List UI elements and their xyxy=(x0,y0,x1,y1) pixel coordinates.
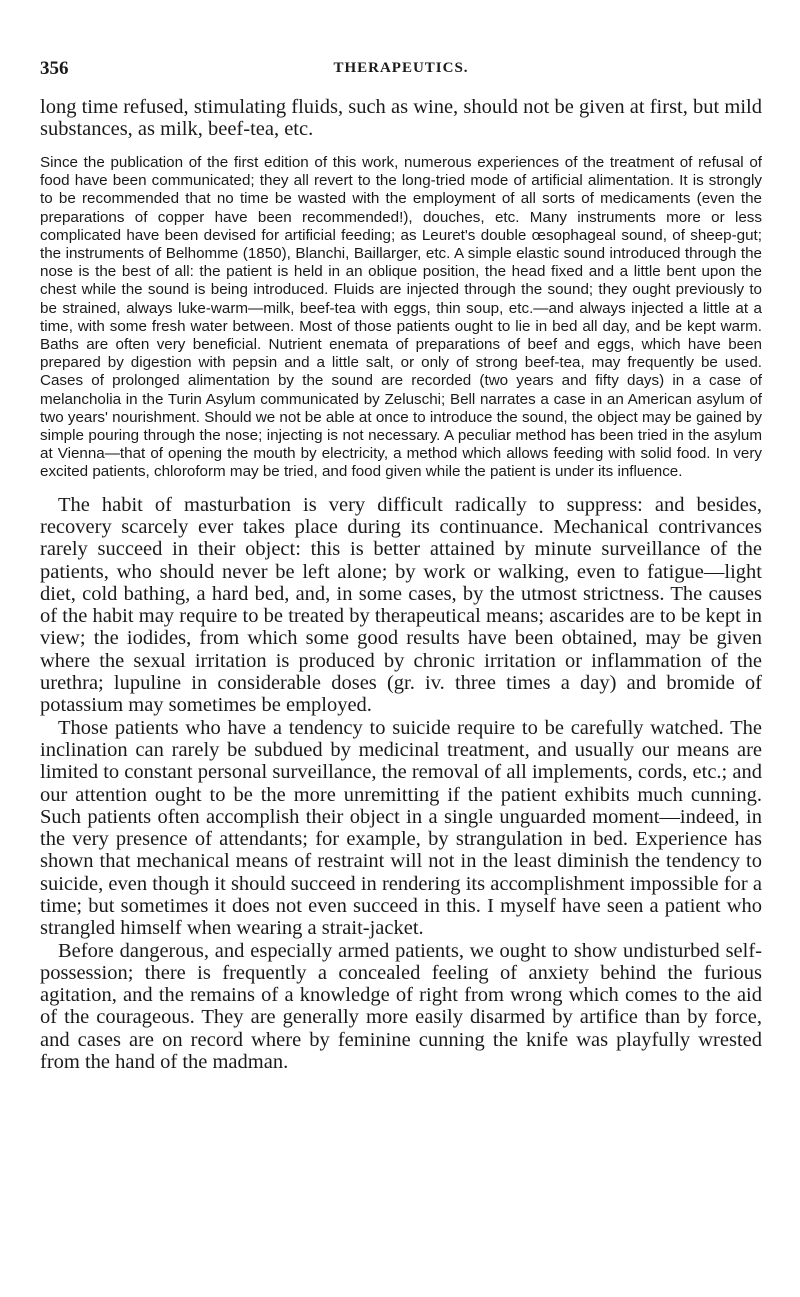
running-head: THERAPEUTICS. xyxy=(333,60,469,76)
page-header xyxy=(40,58,762,80)
continuation-paragraph: long time refused, stimulating fluids, such as wine, should not be given at first, but mild substances, as milk, beef-tea, etc. xyxy=(40,96,762,140)
page-number: 356 xyxy=(40,58,69,79)
paragraph-suicide: Those patients who have a tendency to suicide require to be carefully watched. The inclination can rarely be subdued by medicinal treatment, and usually our means are limited to constant personal surveillance, the removal of all implements, cords, etc.; and our attention ought to be the more unremitting if the patient exhibits much cunning. Such patients often accomplish their object in a single unguarded moment—indeed, in the very presence of attendants; for example, by strangulation in bed. Experience has shown that mechanical means of restraint will not in the least diminish the tendency to suicide, even though it should succeed in rendering its accomplishment impossible for a time; but sometimes it does not even succeed in this. I myself have seen a patient who strangled himself when wearing a strait-jacket. xyxy=(40,716,762,940)
page-body xyxy=(40,96,762,1073)
editorial-note: Since the publication of the first edition of this work, numerous experiences of the treatment of refusal of food have been communicated; they all revert to the long-tried mode of artificial alimentation. It is strongly to be recommended that no time be wasted with the employment of all sorts of medicaments (even the preparations of copper have been recommended!), douches, etc. Many instruments more or less complicated have been devised for artificial feeding; as Leuret's double œsophageal sound, of sheep-gut; the instruments of Belhomme (1850), Blanchi, Baillarger, etc. A simple elastic sound introduced through the nose is the best of all: the patient is held in an oblique position, the head fixed and a little bent upon the chest while the sound is being introduced. Fluids are injected through the sound; they ought previously to be strained, always luke-warm—milk, beef-tea with eggs, thin soup, etc.—and always injected a little at a time, with some fresh water between. Most of those patients ought to lie in bed all day, and be kept warm. Baths are often very beneficial. Nutrient enemata of preparations of beef and eggs, which have been prepared by digestion with pepsin and a little salt, or only of strong beef-tea, may frequently be used. Cases of prolonged alimentation by the sound are recorded (two years and fifty days) in a case of melancholia in the Turin Asylum communicated by Zeluschi; Bell narrates a case in an American asylum of two years' nourishment. Should we not be able at once to introduce the sound, the object may be gained by simple pouring through the nose; injecting is not necessary. A peculiar method has been tried in the asylum at Vienna—that of opening the mouth by electricity, a method which allows feeding with solid food. In very excited patients, chloroform may be tried, and food given while the patient is under its influence. xyxy=(40,154,762,481)
paragraph-dangerous-patients: Before dangerous, and especially armed patients, we ought to show undisturbed self-possession; there is frequently a concealed feeling of anxiety behind the furious agitation, and the remains of a knowledge of right from wrong which comes to the aid of the courageous. They are generally more easily disarmed by artifice than by force, and cases are on record where by feminine cunning the knife was playfully wrested from the hand of the madman. xyxy=(40,939,762,1074)
paragraph-masturbation: The habit of masturbation is very difficult radically to suppress: and besides, recovery scarcely ever takes place during its continuance. Mechanical contrivances rarely succeed in their object: this is better attained by minute surveillance of the patients, who should never be left alone; by work or walking, even to fatigue—light diet, cold bathing, a hard bed, and, in some cases, by the utmost strictness. The causes of the habit may require to be treated by therapeutical means; ascarides are to be kept in view; the iodides, from which some good results have been obtained, may be given where the sexual irritation is produced by chronic irritation or inflammation of the urethra; lupuline in considerable doses (gr. iv. three times a day) and bromide of potassium may sometimes be employed. xyxy=(40,493,762,717)
